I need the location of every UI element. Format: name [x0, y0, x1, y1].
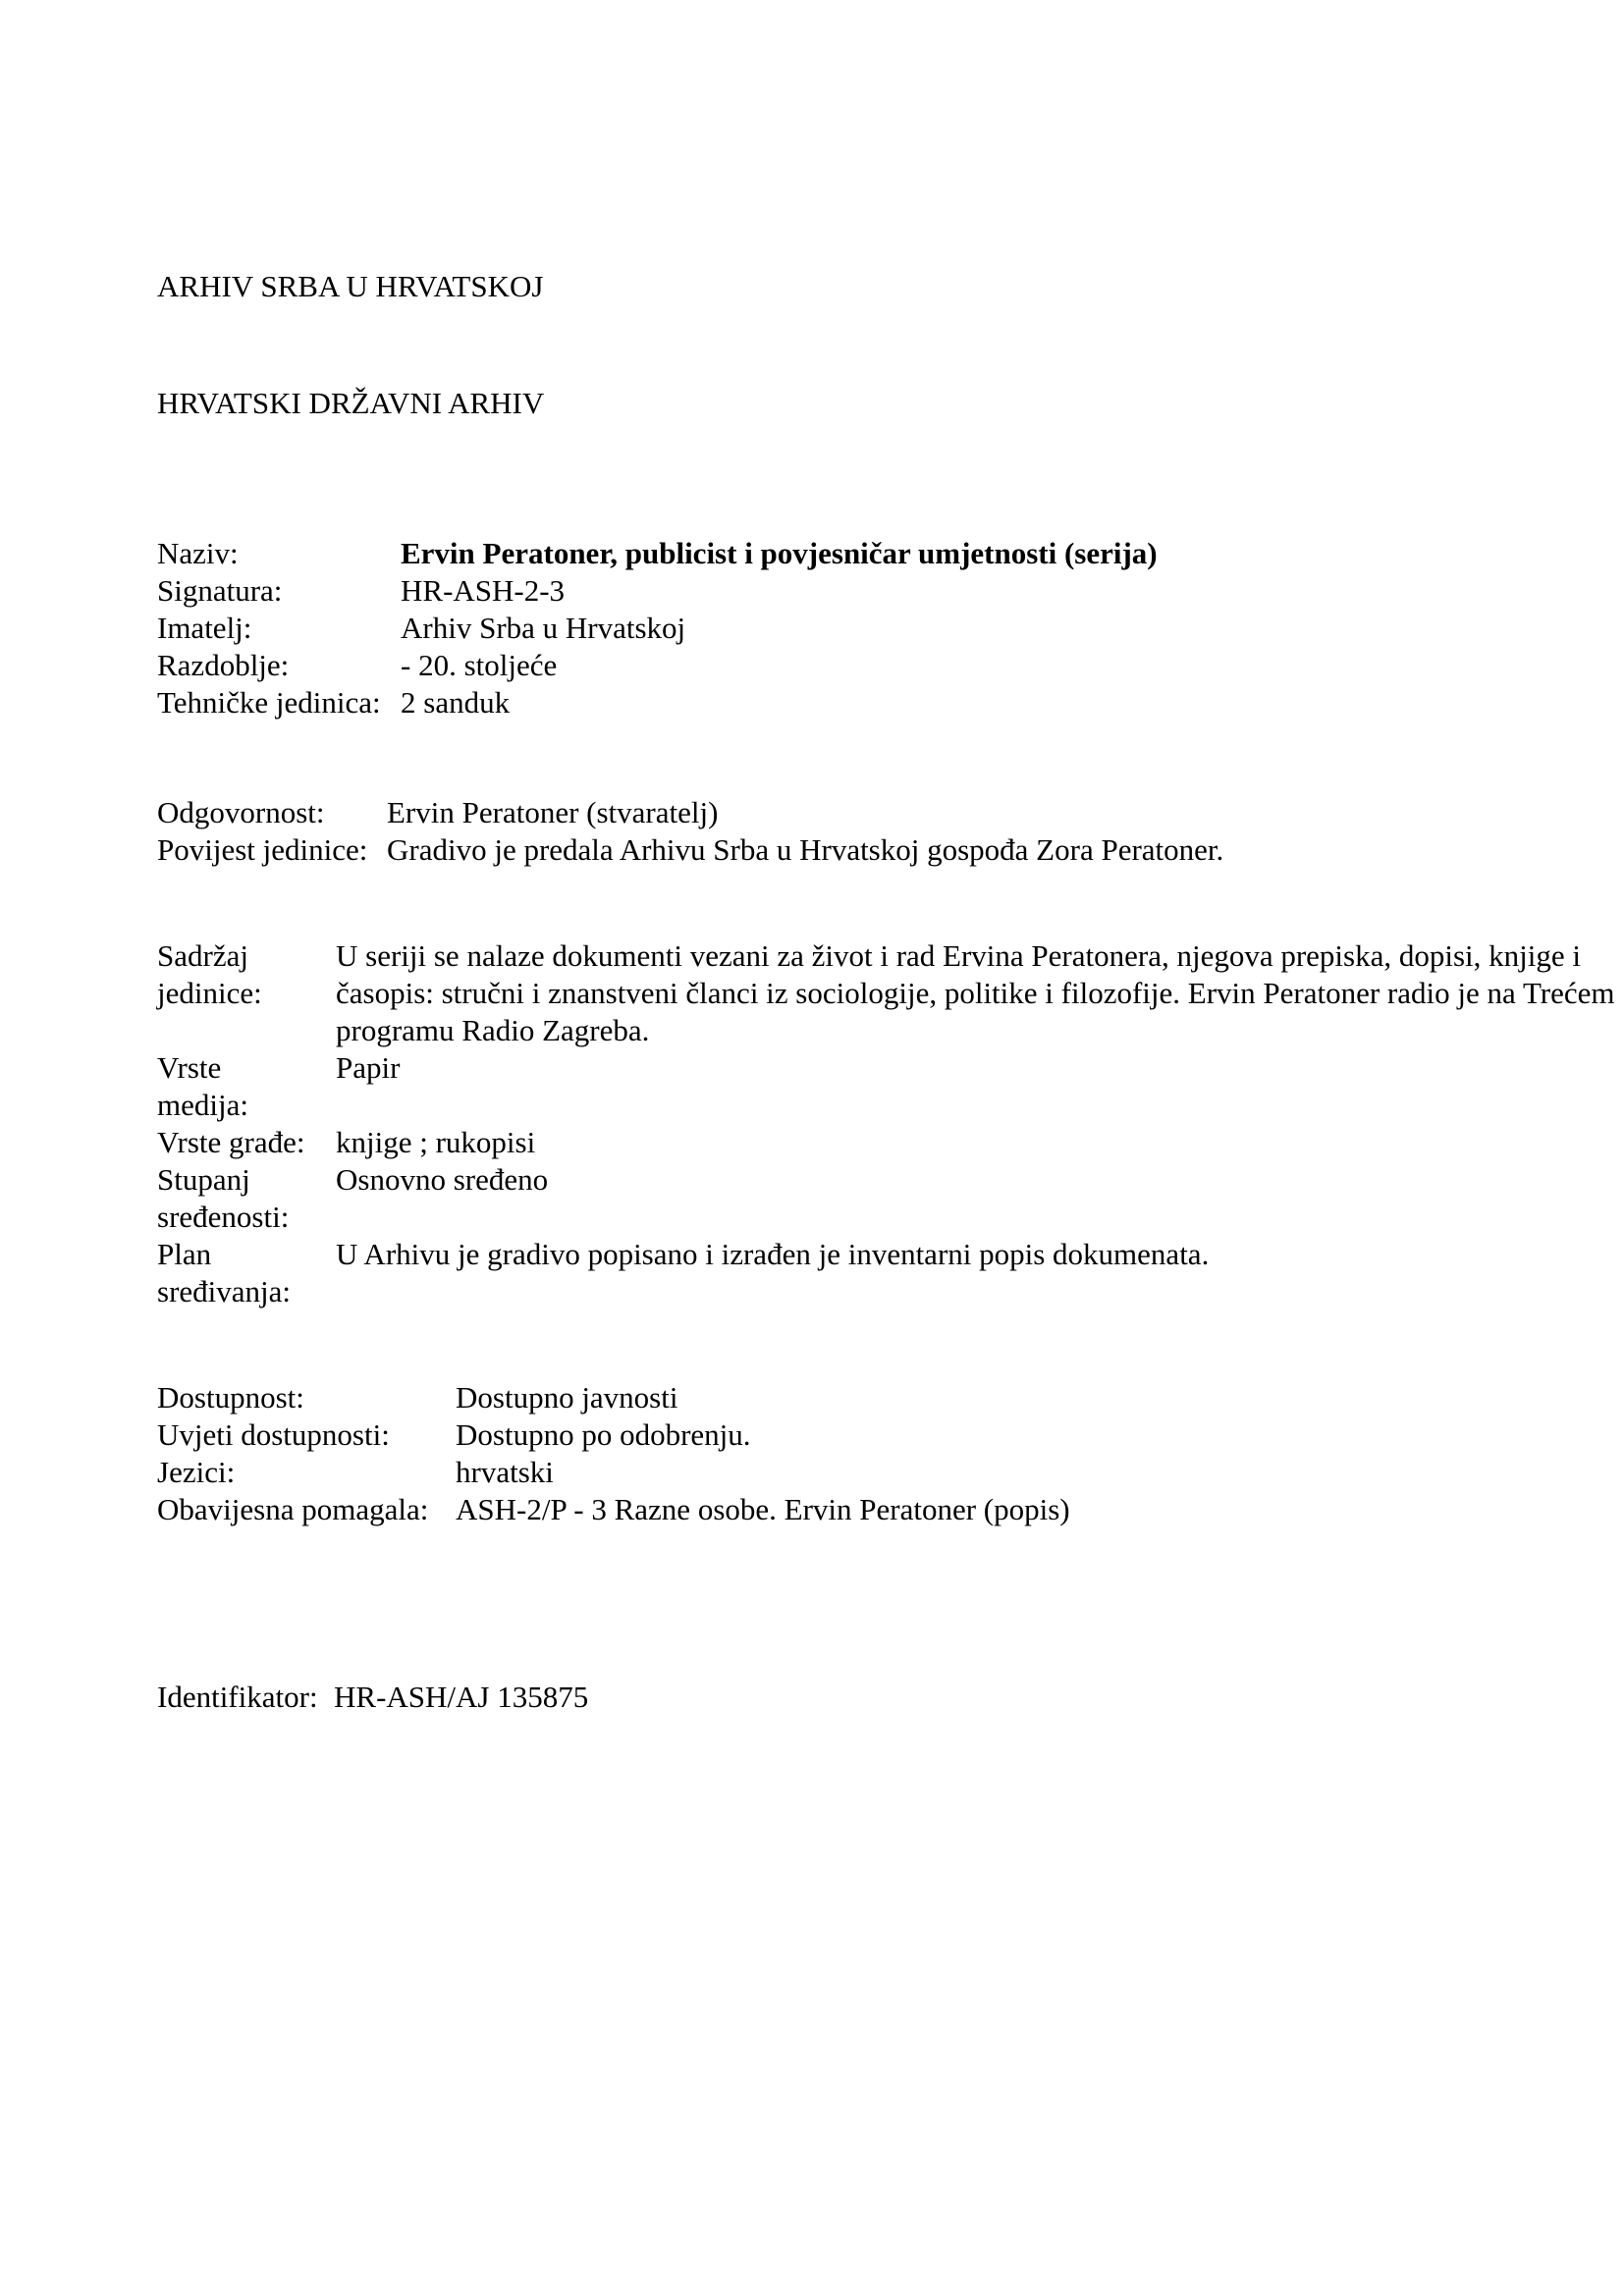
signatura-label: Signatura: — [157, 573, 283, 608]
stupanj-label — [157, 1161, 336, 1236]
pomagala-label: Obavijesna pomagala: — [157, 1492, 429, 1526]
plan-value: U Arhivu je gradivo popisano i izrađen je inventarni popis dokumenata. — [336, 1237, 1210, 1271]
tehnicke-label: Tehničke jedinica: — [157, 685, 381, 720]
naziv-row — [157, 535, 1158, 572]
vrste-medija-label — [157, 1049, 336, 1124]
odgovornost-row — [157, 794, 1223, 831]
signatura-value: HR-ASH-2-3 — [401, 573, 566, 608]
naziv-value: Ervin Peratoner, publicist i povjesničar umjetnosti (serija) — [401, 536, 1158, 570]
odgovornost-label: Odgovornost: — [157, 795, 325, 829]
imatelj-row — [157, 610, 1158, 647]
archive-name: ARHIV SRBA U HRVATSKOJ — [157, 269, 544, 303]
sadrzaj-label-line2: jedinice: — [157, 976, 262, 1010]
vrste-grade-row — [157, 1124, 1624, 1161]
vrste-grade-value: knjige ; rukopisi — [336, 1125, 536, 1159]
naziv-label: Naziv: — [157, 536, 239, 570]
povijest-label: Povijest jedinice: — [157, 832, 368, 867]
stupanj-value: Osnovno sređeno — [336, 1162, 549, 1197]
sadrzaj-label — [157, 937, 336, 1012]
vrste-medija-label-line1: Vrste — [157, 1050, 222, 1085]
sadrzaj-value: U seriji se nalaze dokumenti vezani za život i rad Ervina Peratonera, njegova prepiska, dopisi, knjige i časopis: stručni i znanstveni članci iz sociologije, politike i filozofije. Ervin Peratoner radio je na Trećem programu Radio Zagreba. — [336, 938, 1615, 1047]
vrste-medija-value: Papir — [336, 1050, 401, 1085]
plan-label-line1: Plan — [157, 1237, 212, 1271]
imatelj-label: Imatelj: — [157, 611, 252, 645]
povijest-value: Gradivo je predala Arhivu Srba u Hrvatskoj gospođa Zora Peratoner. — [387, 832, 1224, 867]
vrste-medija-row — [157, 1049, 1624, 1124]
signatura-row — [157, 572, 1158, 610]
povijest-row — [157, 831, 1223, 869]
responsibility-block — [157, 794, 1223, 869]
razdoblje-row — [157, 647, 1158, 684]
sadrzaj-label-line1: Sadržaj — [157, 938, 248, 973]
stupanj-row — [157, 1161, 1624, 1236]
identifier-label: Identifikator: — [157, 1680, 318, 1714]
plan-label — [157, 1236, 336, 1310]
identity-block — [157, 535, 1158, 721]
odgovornost-value: Ervin Peratoner (stvaratelj) — [387, 795, 719, 829]
jezici-label: Jezici: — [157, 1455, 236, 1489]
imatelj-value: Arhiv Srba u Hrvatskoj — [401, 611, 686, 645]
jezici-row — [157, 1454, 1070, 1491]
tehnicke-value: 2 sanduk — [401, 685, 511, 720]
identifier-value: HR-ASH/AJ 135875 — [334, 1680, 589, 1714]
content-block — [157, 937, 1624, 1310]
razdoblje-value: - 20. stoljeće — [401, 648, 558, 682]
plan-label-line2: sređivanja: — [157, 1274, 292, 1308]
vrste-grade-label: Vrste građe: — [157, 1125, 305, 1159]
pomagala-row — [157, 1491, 1070, 1528]
stupanj-label-line2: sređenosti: — [157, 1200, 290, 1234]
vrste-medija-label-line2: medija: — [157, 1088, 248, 1122]
stupanj-label-line1: Stupanj — [157, 1162, 250, 1197]
identifier-block — [157, 1679, 588, 1716]
uvjeti-row — [157, 1416, 1070, 1454]
jezici-value: hrvatski — [456, 1455, 554, 1489]
uvjeti-value: Dostupno po odobrenju. — [456, 1417, 751, 1452]
access-block — [157, 1379, 1070, 1528]
plan-row — [157, 1236, 1624, 1310]
dostupnost-label: Dostupnost: — [157, 1380, 304, 1415]
pomagala-value: ASH-2/P - 3 Razne osobe. Ervin Peratoner (popis) — [456, 1492, 1070, 1526]
dostupnost-row — [157, 1379, 1070, 1416]
tehnicke-row — [157, 684, 1158, 721]
identifier-row — [157, 1679, 588, 1716]
uvjeti-label: Uvjeti dostupnosti: — [157, 1417, 390, 1452]
sadrzaj-row — [157, 937, 1624, 1049]
state-archive-name: HRVATSKI DRŽAVNI ARHIV — [157, 386, 545, 420]
razdoblje-label: Razdoblje: — [157, 648, 290, 682]
dostupnost-value: Dostupno javnosti — [456, 1380, 678, 1415]
